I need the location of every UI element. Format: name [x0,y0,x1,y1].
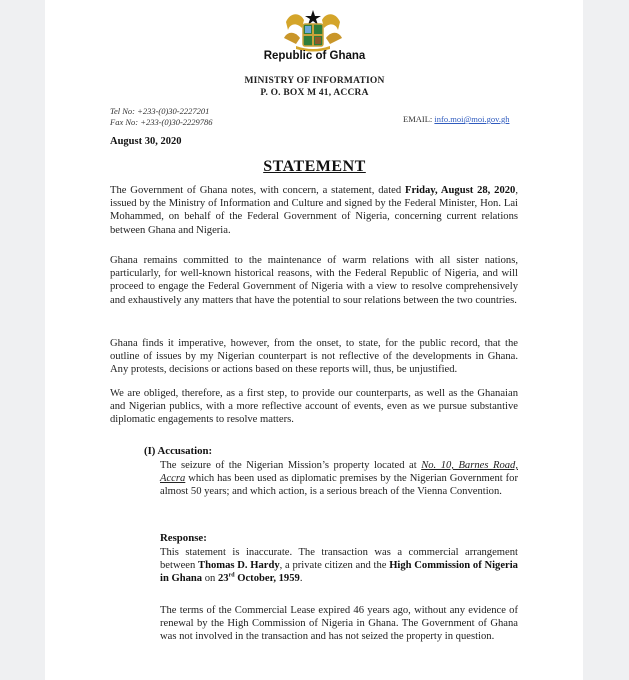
republic-of-ghana-label: Republic of Ghana [263,50,366,62]
bold-institution: High Commission of Nigeria in Ghana [160,560,518,585]
ministry-header [0,75,629,99]
paragraph-2: Ghana remains committed to the maintenance of warm relations with all sister nations, particularly, for well-known historical reasons, with the Federal Republic of Nigeria, and will proceed to engage the Federal Government of Nigeria with a view to resolve comprehensively and exhaustively any matters that have the potential to sour relations between the two countries. [110,255,518,306]
property-address: No. 10, Barnes Road, Accra [160,460,518,485]
paragraph-1 [110,184,518,237]
bold-date [218,573,300,584]
paragraph-3: Ghana finds it imperative, however, from the onset, to state, for the public record, that the outline of issues by my Nigerian counterpart is not reflective of the developments in Ghana. Any protests, decisions or actions based on these reports will, thus, be unjustified. [110,338,518,376]
statement-date: August 30, 2020 [110,136,182,147]
email-label: EMAIL: [403,114,433,124]
ghana-coat-of-arms-icon [282,8,344,52]
fax-number: Fax No: +233-(0)30-2229786 [110,117,213,127]
paragraph-bold-date: Friday, August 28, 2020 [404,185,516,196]
ministry-name: MINISTRY OF INFORMATION [244,76,385,86]
paragraph-text: on [202,573,218,585]
statement-title: STATEMENT [263,158,366,175]
email-link[interactable]: info.moi@moi.gov.gh [434,114,510,124]
paragraph-text: . [299,573,303,585]
tel-number: Tel No: +233-(0)30-2227201 [110,106,210,116]
paragraph-text: This statement is inaccurate. The transaction was a commercial arrangement between [160,547,518,572]
phone-fax-block [110,106,213,128]
paragraph-text: , issued by the Ministry of Information and Culture and signed by the Federal Minister, Hon. Lai Mohammed, on behalf of the Federal Government of Nigeria, concerning current relations between Ghana and Nigeria. [110,185,518,236]
response-text-2: The terms of the Commercial Lease expired 46 years ago, without any evidence of renewal by the High Commission of Nigeria in Ghana. The Government of Ghana was not involved in the transaction and has not seized the property in question. [160,605,518,643]
paragraph-text: The Government of Ghana notes, with concern, a statement, dated [110,185,405,196]
paragraph-4: We are obliged, therefore, as a first step, to provide our counterparts, as well as the Ghanaian and Nigerian publics, with a more reflective account of events, even as we pursue substantive diplomatic engagements to resolve matters. [110,388,518,426]
paragraph-text: The seizure of the Nigerian Mission’s property located at [160,460,422,471]
date-ordinal: rd [228,572,235,579]
paragraph-text: which has been used as diplomatic premises by the Nigerian Government for almost 50 years; and which action, is a serious breach of the Vienna Convention. [160,473,518,498]
ministry-address: P. O. BOX M 41, ACCRA [260,88,369,98]
bold-name: Thomas D. Hardy [198,560,280,572]
response-heading: Response: [160,532,207,544]
response-text [160,546,518,586]
date-day: 23 [218,573,229,585]
date-rest: October, 1959 [234,573,300,585]
email-block [403,114,509,124]
accusation-heading: (I) Accusation: [144,445,213,457]
paragraph-text: , a private citizen and the [279,560,390,572]
accusation-text [160,459,518,499]
